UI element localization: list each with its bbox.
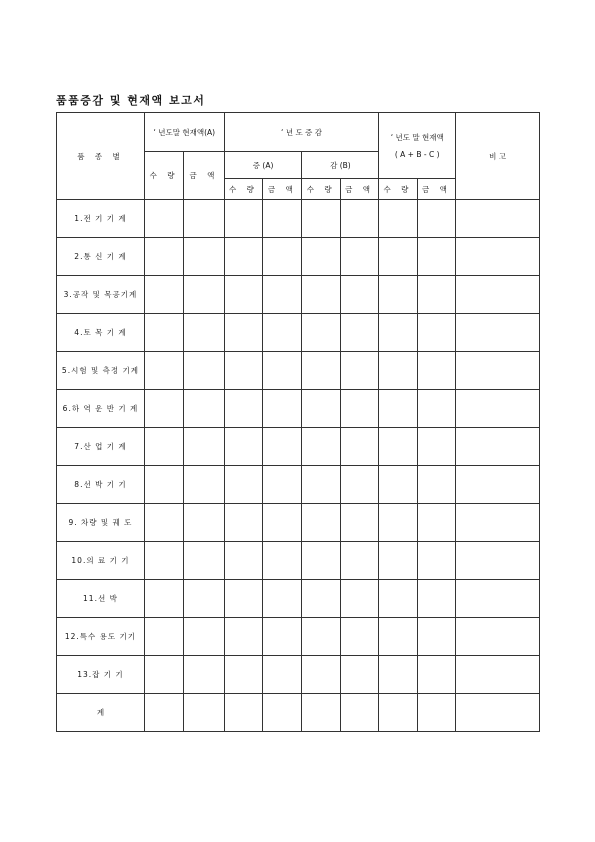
table-cell: [263, 200, 302, 238]
table-cell: [456, 352, 540, 390]
table-cell: [456, 428, 540, 466]
table-cell: [340, 656, 378, 694]
table-cell: [379, 504, 417, 542]
table-cell: [340, 580, 378, 618]
table-cell: [456, 390, 540, 428]
table-cell: [302, 200, 340, 238]
header-prev-amount: 금 액: [184, 152, 224, 200]
table-cell: [417, 580, 455, 618]
table-cell: [224, 352, 262, 390]
table-row-label: 2.통 신 기 계: [57, 238, 145, 276]
table-cell: [379, 656, 417, 694]
table-cell: [263, 542, 302, 580]
table-cell: [379, 276, 417, 314]
table-cell: [263, 390, 302, 428]
table-cell: [144, 352, 183, 390]
table-cell: [184, 390, 224, 428]
table-cell: [379, 390, 417, 428]
table-cell: [340, 238, 378, 276]
table-cell: [302, 238, 340, 276]
table-cell: [379, 200, 417, 238]
table-cell: [144, 238, 183, 276]
header-current-year-line1: ‘ 년도 말 현재액: [390, 132, 444, 142]
table-cell: [184, 542, 224, 580]
table-cell: [302, 694, 340, 732]
table-cell: [340, 352, 378, 390]
report-title: 품품증감 및 현재액 보고서: [56, 94, 206, 107]
header-prev-qty: 수 량: [144, 152, 183, 200]
report-table: [56, 112, 540, 732]
table-row-label: 10.의 료 기 기: [57, 542, 145, 580]
table-row-label: 8.선 박 기 기: [57, 466, 145, 504]
header-remarks: 비 고: [456, 113, 540, 200]
table-cell: [302, 580, 340, 618]
table-row-label: 12.특수 용도 기기: [57, 618, 145, 656]
table-cell: [340, 200, 378, 238]
table-cell: [417, 314, 455, 352]
table-cell: [263, 504, 302, 542]
table-cell: [184, 428, 224, 466]
table-cell: [379, 428, 417, 466]
table-cell: [144, 428, 183, 466]
table-cell: [379, 580, 417, 618]
table-cell: [184, 276, 224, 314]
table-cell: [417, 200, 455, 238]
table-cell: [224, 276, 262, 314]
table-cell: [340, 314, 378, 352]
table-cell: [340, 542, 378, 580]
table-cell: [224, 694, 262, 732]
table-cell: [417, 618, 455, 656]
table-cell: [224, 618, 262, 656]
table-cell: [340, 466, 378, 504]
table-cell: [263, 618, 302, 656]
table-cell: [456, 656, 540, 694]
total-row: [57, 694, 540, 732]
header-category: 품 종 별: [57, 113, 145, 200]
table-cell: [379, 352, 417, 390]
table-cell: [263, 694, 302, 732]
table-cell: [184, 504, 224, 542]
table-cell: [224, 238, 262, 276]
header-inc-amount: 금 액: [263, 179, 302, 200]
table-row: [57, 276, 540, 314]
table-cell: [263, 276, 302, 314]
header-current-year: [379, 113, 456, 179]
table-row: [57, 542, 540, 580]
table-row: [57, 352, 540, 390]
table-row-label: 4.토 목 기 계: [57, 314, 145, 352]
table-cell: [417, 390, 455, 428]
table-cell: [456, 694, 540, 732]
table-row: [57, 390, 540, 428]
table-cell: [340, 428, 378, 466]
table-cell: [340, 390, 378, 428]
table-cell: [456, 200, 540, 238]
table-cell: [263, 580, 302, 618]
header-inc-qty: 수 량: [224, 179, 262, 200]
table-cell: [184, 580, 224, 618]
table-cell: [224, 428, 262, 466]
table-cell: [144, 542, 183, 580]
table-cell: [417, 504, 455, 542]
table-row-label: 9. 차량 및 궤 도: [57, 504, 145, 542]
table-row: [57, 504, 540, 542]
table-cell: [224, 390, 262, 428]
table-cell: [379, 466, 417, 504]
table-row: [57, 656, 540, 694]
table-cell: [417, 428, 455, 466]
table-cell: [144, 466, 183, 504]
header-cur-amount: 금 액: [417, 179, 455, 200]
table-cell: [417, 352, 455, 390]
table-cell: [456, 542, 540, 580]
table-cell: [184, 466, 224, 504]
table-row: [57, 466, 540, 504]
table-row: [57, 428, 540, 466]
header-current-year-line2: ( A + B - C ): [394, 149, 440, 159]
table-cell: [302, 276, 340, 314]
table-cell: [456, 238, 540, 276]
table-cell: [456, 314, 540, 352]
table-cell: [224, 504, 262, 542]
table-cell: [302, 656, 340, 694]
header-dec-amount: 금 액: [340, 179, 378, 200]
table-cell: [184, 618, 224, 656]
header-decrease: 감 (B): [302, 152, 379, 179]
table-cell: [417, 542, 455, 580]
table-cell: [417, 694, 455, 732]
table-row-label: 3.공작 및 목공기계: [57, 276, 145, 314]
table-cell: [144, 580, 183, 618]
table-row-label: 13.잡 기 기: [57, 656, 145, 694]
table-row: [57, 580, 540, 618]
table-cell: [302, 618, 340, 656]
table-row: [57, 314, 540, 352]
table-cell: [379, 542, 417, 580]
table-cell: [302, 352, 340, 390]
table-cell: [184, 694, 224, 732]
table-cell: [302, 542, 340, 580]
table-cell: [456, 580, 540, 618]
table-cell: [379, 238, 417, 276]
table-cell: [144, 618, 183, 656]
table-cell: [302, 428, 340, 466]
header-prev-year: ‘ 년도말 현재액(A): [144, 113, 224, 152]
table-cell: [144, 200, 183, 238]
table-cell: [340, 276, 378, 314]
table-cell: [263, 314, 302, 352]
table-cell: [379, 618, 417, 656]
table-cell: [224, 314, 262, 352]
table-row: [57, 200, 540, 238]
table-cell: [224, 466, 262, 504]
table-cell: [379, 314, 417, 352]
total-row-label: 계: [57, 694, 145, 732]
table-cell: [263, 238, 302, 276]
table-cell: [224, 580, 262, 618]
table-cell: [263, 466, 302, 504]
table-cell: [144, 504, 183, 542]
table-cell: [144, 390, 183, 428]
table-cell: [224, 656, 262, 694]
table-cell: [144, 314, 183, 352]
table-cell: [263, 428, 302, 466]
table-cell: [184, 656, 224, 694]
table-cell: [417, 656, 455, 694]
table-cell: [302, 390, 340, 428]
header-dec-qty: 수 량: [302, 179, 340, 200]
table-row-label: 1.전 기 기 계: [57, 200, 145, 238]
table-cell: [340, 694, 378, 732]
table-cell: [263, 352, 302, 390]
table-cell: [417, 466, 455, 504]
table-cell: [144, 694, 183, 732]
table-row: [57, 618, 540, 656]
table-cell: [456, 504, 540, 542]
table-row-label: 6.하 역 운 반 기 계: [57, 390, 145, 428]
table-cell: [456, 276, 540, 314]
table-cell: [184, 200, 224, 238]
table-cell: [224, 200, 262, 238]
table-cell: [302, 504, 340, 542]
header-change: ‘ 년 도 증 감: [224, 113, 379, 152]
table-cell: [224, 542, 262, 580]
table-row: [57, 238, 540, 276]
table-row-label: 11.선 박: [57, 580, 145, 618]
table-cell: [456, 466, 540, 504]
header-cur-qty: 수 량: [379, 179, 417, 200]
table-cell: [144, 276, 183, 314]
table-cell: [456, 618, 540, 656]
table-row-label: 7.산 업 기 계: [57, 428, 145, 466]
table-cell: [417, 238, 455, 276]
header-increase: 증 (A): [224, 152, 302, 179]
table-cell: [302, 466, 340, 504]
table-cell: [379, 694, 417, 732]
table-cell: [302, 314, 340, 352]
table-cell: [340, 618, 378, 656]
table-cell: [144, 656, 183, 694]
table-cell: [340, 504, 378, 542]
table-row-label: 5.시험 및 측정 기계: [57, 352, 145, 390]
table-cell: [263, 656, 302, 694]
table-cell: [417, 276, 455, 314]
table-cell: [184, 314, 224, 352]
table-cell: [184, 238, 224, 276]
table-cell: [184, 352, 224, 390]
